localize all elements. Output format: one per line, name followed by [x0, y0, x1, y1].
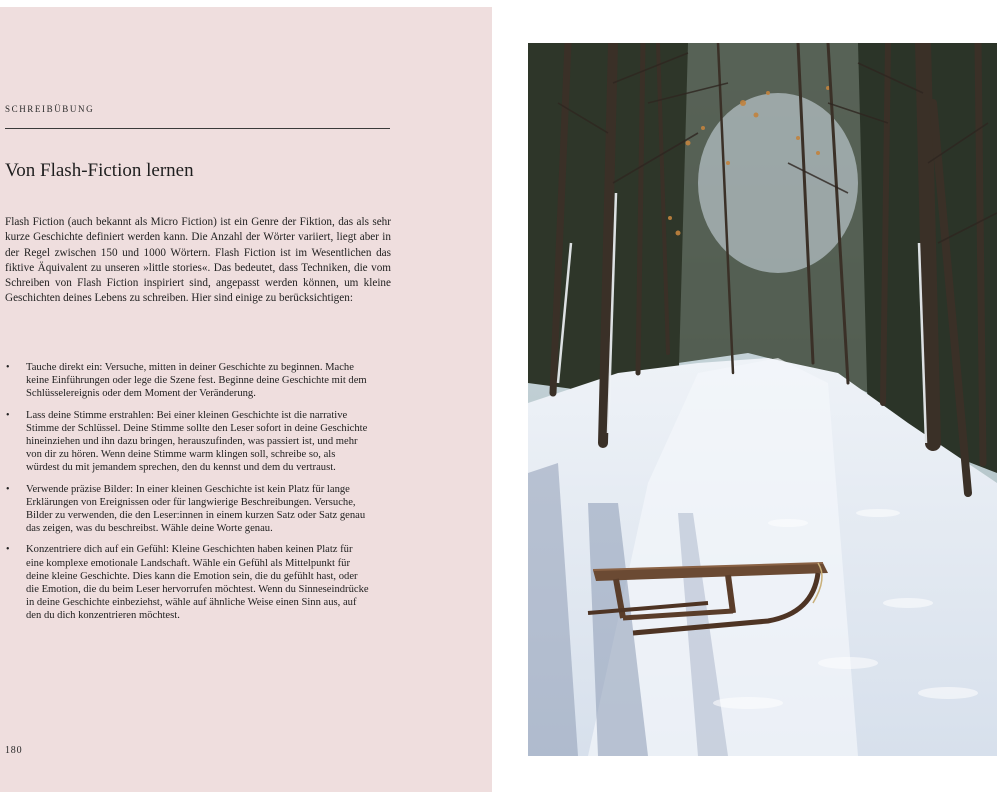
page-number: 180 — [5, 745, 23, 756]
list-item — [5, 483, 371, 536]
tips-list — [5, 361, 371, 631]
list-item-text: Verwende präzise Bilder: In einer kleinen Geschichte ist kein Platz für lange Erklärungen von Ereignissen oder für langwierige Beschreibungen. Versuche, Bilder zu verwenden, die den Leser:innen in einem kurzen Satz oder Satz genau das zeigen, was du beschreibst. Wähle deine Worte genau. — [26, 483, 366, 535]
list-item — [5, 409, 371, 475]
intro-paragraph: Flash Fiction (auch bekannt als Micro Fiction) ist ein Genre der Fiktion, das als sehr kurze Geschichte definiert werden kann. Die Anzahl der Wörter variiert, liegt aber in der Regel zwischen 150 und 1000 Wörtern. Flash Fiction ist im Wesentlichen das fiktive Äquivalent zu unseren »little stories«. Das bedeutet, dass Techniken, die vom Schreiben von Flash Fiction inspiriert sind, angepasst werden können, um kleine Geschichten deines Lebens zu schreiben. Hier sind einige zu berücksichtigen: — [5, 216, 391, 305]
bullet-icon: • — [6, 362, 10, 373]
list-item-text: Konzentriere dich auf ein Gefühl: Kleine Geschichten haben keinen Platz für eine komplexe emotionale Landschaft. Wähle ein Gefühl als Mittelpunkt für deine kleine Geschichte. Dies kann die Emotion sein, die du gefühlt hast, oder die Emotion, die du beim Leser hervorrufen möchtest. Wenn du Sinneseindrücke in deine Geschichte einbeziehst, wähle auf ähnliche Weise einen Sinn aus, auf den du dich konzentrieren möchtest. — [26, 544, 369, 622]
bullet-icon: • — [6, 409, 10, 421]
snowy-forest-sled-photo — [528, 43, 997, 756]
left-page — [0, 7, 492, 792]
list-item — [5, 361, 371, 401]
section-label: SCHREIBÜBUNG — [5, 104, 95, 114]
list-item — [5, 543, 371, 622]
bullet-icon: • — [6, 544, 10, 556]
section-divider — [5, 128, 390, 129]
page-title: Von Flash-Fiction lernen — [5, 160, 194, 181]
list-item-text: Lass deine Stimme erstrahlen: Bei einer kleinen Geschichte ist die narrative Stimme der Schlüssel. Deine Stimme sollte den Leser sofort in deine Geschichte hineinziehen und ihn dazu bringen, herauszufinden, was passiert ist, und mehr von dir zu hören. Wenn deine Stimme warm klingen soll, schreibe so, als würdest du mit jemandem sprechen, den du kennst und dem du vertraust. — [26, 409, 368, 474]
bullet-icon: • — [6, 483, 10, 495]
list-item-text: Tauche direkt ein: Versuche, mitten in deiner Geschichte zu beginnen. Mache keine Einführungen oder lege die Szene fest. Beginne deine Geschichte mit dem Schlüsselereignis oder dem Moment der Veränderung. — [26, 362, 367, 400]
